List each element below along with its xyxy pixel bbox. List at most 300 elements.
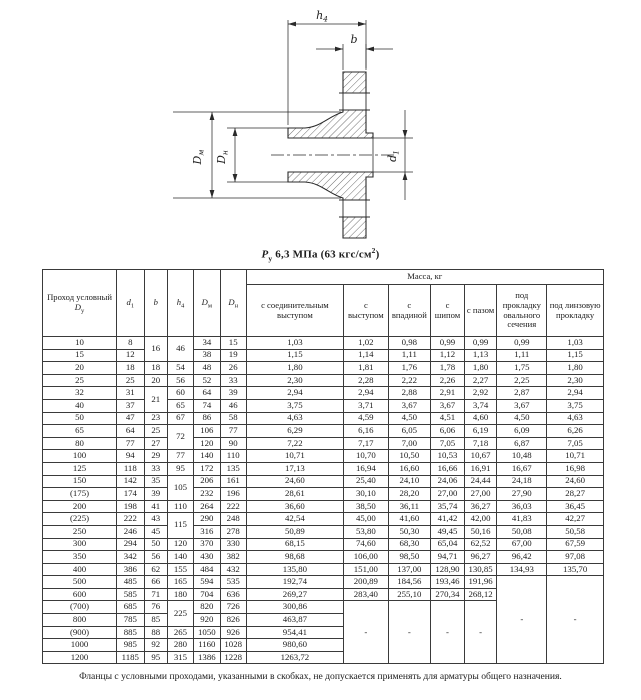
table-cell: 6,26	[547, 425, 604, 438]
table-cell: 96,42	[497, 551, 547, 564]
table-cell: -	[547, 576, 604, 664]
table-cell: 174	[117, 488, 144, 501]
table-cell: 28,61	[246, 488, 344, 501]
table-cell: 4,51	[431, 412, 465, 425]
table-cell: 118	[117, 462, 144, 475]
table-cell: 191,96	[464, 576, 497, 589]
table-cell: 140	[193, 450, 220, 463]
table-cell: 484	[193, 563, 220, 576]
table-cell: 29	[144, 450, 168, 463]
table-row	[43, 337, 604, 350]
table-cell: 45	[144, 525, 168, 538]
table-cell: 269,27	[246, 588, 344, 601]
table-cell: 1185	[117, 651, 144, 664]
table-cell: 6,16	[344, 425, 388, 438]
table-cell: 56	[168, 374, 194, 387]
table-cell: 10,48	[497, 450, 547, 463]
table-cell: 42,54	[246, 513, 344, 526]
table-cell: 33	[144, 462, 168, 475]
table-cell: 193,46	[431, 576, 465, 589]
table-cell: 71	[144, 588, 168, 601]
table-cell: 1050	[193, 626, 220, 639]
table-cell: 926	[220, 626, 246, 639]
table-cell: 1,15	[547, 349, 604, 362]
table-cell: 49,45	[431, 525, 465, 538]
table-cell: 50,30	[388, 525, 431, 538]
table-cell: 432	[220, 563, 246, 576]
table-cell: 485	[117, 576, 144, 589]
table-cell: 268,12	[464, 588, 497, 601]
table-cell: 20	[144, 374, 168, 387]
flange-ring-top-section	[343, 72, 366, 93]
table-cell: 24,44	[464, 475, 497, 488]
table-cell: 36,03	[497, 500, 547, 513]
table-cell: 184,56	[388, 576, 431, 589]
table-cell: 17,13	[246, 462, 344, 475]
col-header-mass-m1: с соединительным выступом	[246, 285, 344, 337]
dim-label-dm: $D_м$	[191, 149, 206, 165]
table-cell: 37	[117, 399, 144, 412]
table-cell: 3,67	[431, 399, 465, 412]
table-row	[43, 475, 604, 488]
dim-label-dn: $D_н$	[215, 150, 230, 164]
table-cell: 382	[220, 551, 246, 564]
table-cell: 1,75	[497, 362, 547, 375]
table-cell: 21	[144, 387, 168, 412]
table-cell: (225)	[43, 513, 117, 526]
table-cell: 594	[193, 576, 220, 589]
table-cell: 315	[168, 651, 194, 664]
table-cell: 46	[220, 399, 246, 412]
table-cell: 32	[43, 387, 117, 400]
col-header-mass-m7: под линзовую прокладку	[547, 285, 604, 337]
col-header-d1: $d_1$	[117, 270, 144, 337]
table-cell: 42,00	[464, 513, 497, 526]
table-cell: 265	[168, 626, 194, 639]
table-cell: 27	[144, 437, 168, 450]
table-cell: 150	[43, 475, 117, 488]
table-cell: 39	[144, 488, 168, 501]
table-cell: 66	[144, 576, 168, 589]
table-cell: 16,98	[547, 462, 604, 475]
table-row	[43, 399, 604, 412]
table-cell: 41,83	[497, 513, 547, 526]
dim-label-b: b	[350, 33, 358, 46]
table-cell: 23	[144, 412, 168, 425]
table-body	[43, 337, 604, 664]
table-cell: 50,08	[497, 525, 547, 538]
table-cell: 2,28	[344, 374, 388, 387]
table-cell: 3,75	[547, 399, 604, 412]
table-cell: (700)	[43, 601, 117, 614]
table-cell: 31	[117, 387, 144, 400]
dim-label-d1: $d_1$	[386, 150, 401, 162]
table-row	[43, 500, 604, 513]
table-cell: 18	[117, 362, 144, 375]
table-cell: 106	[193, 425, 220, 438]
table-cell: 137,00	[388, 563, 431, 576]
table-cell: 24,60	[547, 475, 604, 488]
table-cell: 97,08	[547, 551, 604, 564]
table-cell: 3,75	[246, 399, 344, 412]
pressure-rating-title	[0, 246, 641, 261]
col-header-h4: $h_4$	[168, 270, 194, 337]
table-cell: 30,10	[344, 488, 388, 501]
table-cell: -	[464, 601, 497, 664]
table-cell: 98,68	[246, 551, 344, 564]
title-superscript: 2	[371, 246, 376, 255]
dim-label-h4: $h_4$	[316, 9, 328, 24]
table-cell: 2,87	[497, 387, 547, 400]
table-cell: 826	[220, 614, 246, 627]
table-cell: 180	[168, 588, 194, 601]
table-cell: 1,15	[246, 349, 344, 362]
table-cell: 885	[117, 626, 144, 639]
col-header-mass-m2: с выступом	[344, 285, 388, 337]
table-cell: 10,67	[464, 450, 497, 463]
table-cell: 280	[168, 639, 194, 652]
table-cell: 1,14	[344, 349, 388, 362]
table-cell: 192,74	[246, 576, 344, 589]
table-cell: 95	[168, 462, 194, 475]
table-cell: 10,70	[344, 450, 388, 463]
col-header-mass-m4: с шипом	[431, 285, 465, 337]
flange-table-wrap	[42, 269, 604, 664]
table-cell: 7,00	[388, 437, 431, 450]
table-cell: 198	[117, 500, 144, 513]
flange-ring-bottom-section	[343, 217, 366, 238]
table-cell: 0,99	[464, 337, 497, 350]
table-cell: 0,99	[497, 337, 547, 350]
table-cell: 142	[117, 475, 144, 488]
table-cell: 27,90	[497, 488, 547, 501]
table-cell: (900)	[43, 626, 117, 639]
table-cell: 50,89	[246, 525, 344, 538]
table-cell: 128,90	[431, 563, 465, 576]
table-cell: 820	[193, 601, 220, 614]
table-cell: 67,59	[547, 538, 604, 551]
table-cell: 7,18	[464, 437, 497, 450]
table-cell: 1,76	[388, 362, 431, 375]
table-cell: 1,81	[344, 362, 388, 375]
table-cell: 10,53	[431, 450, 465, 463]
table-cell: 4,50	[388, 412, 431, 425]
table-cell: 1000	[43, 639, 117, 652]
table-cell: 86	[193, 412, 220, 425]
table-cell: 7,05	[431, 437, 465, 450]
table-cell: 72	[168, 425, 194, 450]
table-cell: 1,12	[431, 349, 465, 362]
table-cell: 316	[193, 525, 220, 538]
table-cell: 90	[220, 437, 246, 450]
table-cell: 400	[43, 563, 117, 576]
table-cell: 74,60	[344, 538, 388, 551]
table-row	[43, 412, 604, 425]
table-cell: 36,27	[464, 500, 497, 513]
table-cell: 16,91	[464, 462, 497, 475]
table-cell: 222	[220, 500, 246, 513]
table-cell: 50,58	[547, 525, 604, 538]
table-cell: 535	[220, 576, 246, 589]
table-cell: 48	[193, 362, 220, 375]
col-header-mass: Масса, кг	[246, 270, 603, 285]
table-cell: 110	[168, 500, 194, 513]
table-cell: 25,40	[344, 475, 388, 488]
table-cell: 16,94	[344, 462, 388, 475]
table-cell: 85	[144, 614, 168, 627]
table-cell: 264	[193, 500, 220, 513]
table-cell: 250	[43, 525, 117, 538]
table-cell: 95	[144, 651, 168, 664]
table-cell: 1,80	[464, 362, 497, 375]
table-cell: 77	[168, 450, 194, 463]
table-cell: 430	[193, 551, 220, 564]
table-cell: 19	[220, 349, 246, 362]
table-row	[43, 488, 604, 501]
table-cell: 8	[117, 337, 144, 350]
table-cell: 386	[117, 563, 144, 576]
table-cell: 196	[220, 488, 246, 501]
title-subscript: у	[268, 253, 273, 263]
table-cell: 36,60	[246, 500, 344, 513]
table-cell: 1,11	[388, 349, 431, 362]
table-cell: 20	[43, 362, 117, 375]
table-cell: 77	[220, 425, 246, 438]
col-header-mass-m3: с впадиной	[388, 285, 431, 337]
table-cell: 585	[117, 588, 144, 601]
table-cell: 985	[117, 639, 144, 652]
table-cell: 38	[193, 349, 220, 362]
table-cell: 3,71	[344, 399, 388, 412]
table-cell: 25	[144, 425, 168, 438]
table-cell: 6,19	[464, 425, 497, 438]
table-row	[43, 387, 604, 400]
table-row	[43, 362, 604, 375]
table-cell: 2,92	[464, 387, 497, 400]
table-cell: 1,80	[547, 362, 604, 375]
table-cell: 704	[193, 588, 220, 601]
table-cell: 463,87	[246, 614, 344, 627]
table-cell: 24,60	[246, 475, 344, 488]
table-cell: 2,94	[246, 387, 344, 400]
table-cell: 330	[220, 538, 246, 551]
table-cell: 10,71	[547, 450, 604, 463]
table-cell: 110	[220, 450, 246, 463]
table-cell: 67	[168, 412, 194, 425]
table-cell: 151,00	[344, 563, 388, 576]
table-cell: 2,25	[497, 374, 547, 387]
table-cell: 636	[220, 588, 246, 601]
table-cell: 3,74	[464, 399, 497, 412]
table-cell: 96,27	[464, 551, 497, 564]
table-cell: 278	[220, 525, 246, 538]
table-cell: 46	[168, 337, 194, 362]
table-cell: 165	[168, 576, 194, 589]
table-row	[43, 462, 604, 475]
table-cell: 74	[193, 399, 220, 412]
flange-dimensions-table	[42, 269, 604, 664]
table-cell: 270,34	[431, 588, 465, 601]
table-cell: 172	[193, 462, 220, 475]
table-row	[43, 450, 604, 463]
table-cell: 53,80	[344, 525, 388, 538]
table-cell: 41,42	[431, 513, 465, 526]
table-cell: 65,04	[431, 538, 465, 551]
table-cell: 135,70	[547, 563, 604, 576]
table-cell: 255,10	[388, 588, 431, 601]
table-cell: 105	[168, 475, 194, 500]
table-cell: 1263,72	[246, 651, 344, 664]
table-cell: 134,93	[497, 563, 547, 576]
table-cell: 2,26	[431, 374, 465, 387]
table-cell: 1028	[220, 639, 246, 652]
table-cell: 58	[220, 412, 246, 425]
flange-drawing	[150, 0, 490, 246]
table-header	[43, 270, 604, 337]
table-cell: 52	[193, 374, 220, 387]
table-cell: 500	[43, 576, 117, 589]
table-cell: 685	[117, 601, 144, 614]
table-cell: 1,02	[344, 337, 388, 350]
table-cell: 24,18	[497, 475, 547, 488]
table-cell: 155	[168, 563, 194, 576]
table-cell: 4,63	[547, 412, 604, 425]
table-cell: 2,91	[431, 387, 465, 400]
table-cell: 16,66	[431, 462, 465, 475]
table-cell: 130,85	[464, 563, 497, 576]
table-row	[43, 525, 604, 538]
table-cell: 34	[193, 337, 220, 350]
table-cell: 2,88	[388, 387, 431, 400]
table-cell: (175)	[43, 488, 117, 501]
table-cell: 80	[43, 437, 117, 450]
table-cell: 2,22	[388, 374, 431, 387]
table-cell: 18	[144, 362, 168, 375]
table-cell: 3,67	[497, 399, 547, 412]
table-cell: 24,10	[388, 475, 431, 488]
table-cell: 342	[117, 551, 144, 564]
table-cell: 106,00	[344, 551, 388, 564]
table-cell: 1,03	[547, 337, 604, 350]
table-cell: 25	[43, 374, 117, 387]
table-cell: 35,74	[431, 500, 465, 513]
title-text-end: )	[375, 248, 380, 261]
table-cell: 12	[117, 349, 144, 362]
table-cell: 1160	[193, 639, 220, 652]
table-cell: 42,27	[547, 513, 604, 526]
table-cell: 10,71	[246, 450, 344, 463]
table-cell: 10,50	[388, 450, 431, 463]
table-cell: 370	[193, 538, 220, 551]
flange-body-top-section	[288, 110, 373, 138]
table-cell: 248	[220, 513, 246, 526]
table-cell: 39	[220, 387, 246, 400]
table-row	[43, 551, 604, 564]
table-cell: 15	[220, 337, 246, 350]
table-cell: 1,78	[431, 362, 465, 375]
col-header-b: b	[144, 270, 168, 337]
table-cell: 100	[43, 450, 117, 463]
footnote: Фланцы с условными проходами, указанными в скобках, не допускается применять для арматуры общего назначения.	[79, 671, 562, 682]
table-cell: 2,94	[547, 387, 604, 400]
table-cell: 94,71	[431, 551, 465, 564]
table-cell: 0,98	[388, 337, 431, 350]
table-cell: 726	[220, 601, 246, 614]
table-cell: 1,11	[497, 349, 547, 362]
table-cell: 40	[43, 399, 117, 412]
table-cell: 68,15	[246, 538, 344, 551]
table-cell: 38,50	[344, 500, 388, 513]
col-header-dn: $D_н$	[220, 270, 246, 337]
table-cell: 56	[144, 551, 168, 564]
table-row	[43, 576, 604, 589]
table-cell: 161	[220, 475, 246, 488]
table-cell: 35	[144, 475, 168, 488]
table-cell: 1,13	[464, 349, 497, 362]
table-cell: 300,86	[246, 601, 344, 614]
col-header-dy: Проход условный $D_у$	[43, 270, 117, 337]
table-cell: 98,50	[388, 551, 431, 564]
table-cell: 10	[43, 337, 117, 350]
table-cell: 1228	[220, 651, 246, 664]
table-cell: 140	[168, 551, 194, 564]
flange-drawing-svg	[150, 0, 490, 246]
table-cell: 2,30	[547, 374, 604, 387]
table-cell: 200	[43, 500, 117, 513]
table-cell: 16,67	[497, 462, 547, 475]
table-cell: 6,05	[388, 425, 431, 438]
table-cell: 980,60	[246, 639, 344, 652]
table-cell: 2,94	[344, 387, 388, 400]
table-cell: 45,00	[344, 513, 388, 526]
table-cell: 1386	[193, 651, 220, 664]
table-cell: 62,52	[464, 538, 497, 551]
table-row	[43, 349, 604, 362]
table-cell: 65	[43, 425, 117, 438]
table-cell: 50	[144, 538, 168, 551]
table-cell: 36,11	[388, 500, 431, 513]
table-cell: 785	[117, 614, 144, 627]
table-row	[43, 437, 604, 450]
table-cell: 232	[193, 488, 220, 501]
table-cell: 25	[117, 374, 144, 387]
table-cell: 222	[117, 513, 144, 526]
table-cell: 1,80	[246, 362, 344, 375]
table-cell: 36,45	[547, 500, 604, 513]
table-cell: 3,67	[388, 399, 431, 412]
table-cell: 800	[43, 614, 117, 627]
table-cell: 64	[117, 425, 144, 438]
table-cell: 28,20	[388, 488, 431, 501]
table-cell: 27,00	[431, 488, 465, 501]
table-cell: 7,17	[344, 437, 388, 450]
table-row	[43, 374, 604, 387]
table-cell: 206	[193, 475, 220, 488]
table-cell: 1,03	[246, 337, 344, 350]
table-cell: 28,27	[547, 488, 604, 501]
table-cell: 246	[117, 525, 144, 538]
table-cell: -	[344, 601, 388, 664]
table-cell: -	[497, 576, 547, 664]
col-header-dm: $D_м$	[193, 270, 220, 337]
table-cell: 77	[117, 437, 144, 450]
table-cell: 125	[43, 462, 117, 475]
table-cell: 7,22	[246, 437, 344, 450]
table-row	[43, 425, 604, 438]
table-cell: 4,60	[464, 412, 497, 425]
table-cell: 94	[117, 450, 144, 463]
table-cell: 43	[144, 513, 168, 526]
